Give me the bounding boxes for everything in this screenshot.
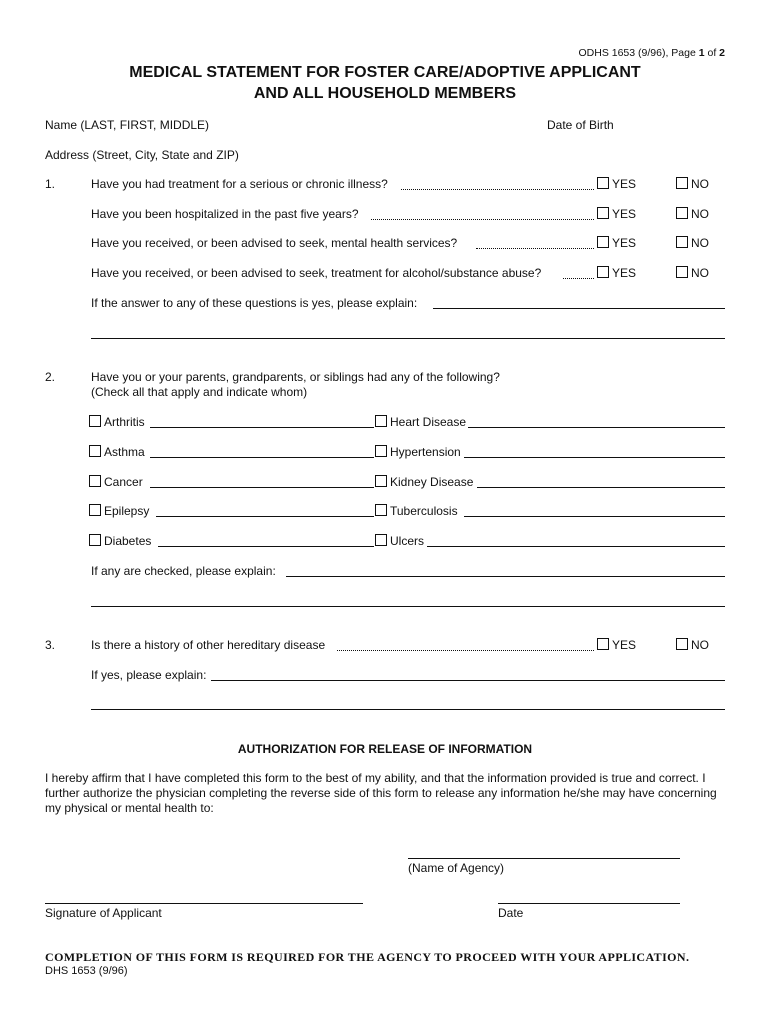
no-label: NO bbox=[691, 236, 709, 250]
cancer-whom-line[interactable] bbox=[150, 487, 374, 488]
arthritis-checkbox[interactable] bbox=[89, 415, 101, 427]
authorization-title: AUTHORIZATION FOR RELEASE OF INFORMATION bbox=[237, 742, 533, 756]
section1-explain-line-2[interactable] bbox=[91, 338, 725, 339]
completion-notice: COMPLETION OF THIS FORM IS REQUIRED FOR THE AGENCY TO PROCEED WITH YOUR APPLICATION. bbox=[45, 950, 690, 964]
section2-explain-label: If any are checked, please explain: bbox=[91, 564, 276, 578]
hypertension-whom-line[interactable] bbox=[464, 457, 725, 458]
condition-label: Cancer bbox=[104, 475, 143, 489]
no-checkbox-1b[interactable] bbox=[676, 207, 688, 219]
section2-question: Have you or your parents, grandparents, or siblings had any of the following? bbox=[91, 370, 500, 384]
condition-label: Heart Disease bbox=[390, 415, 467, 429]
tuberculosis-checkbox[interactable] bbox=[375, 504, 387, 516]
yes-label: YES bbox=[612, 177, 637, 191]
signature-line[interactable] bbox=[45, 903, 363, 904]
epilepsy-checkbox[interactable] bbox=[89, 504, 101, 516]
ulcers-checkbox[interactable] bbox=[375, 534, 387, 546]
diabetes-checkbox[interactable] bbox=[89, 534, 101, 546]
epilepsy-whom-line[interactable] bbox=[156, 516, 374, 517]
yes-checkbox-1b[interactable] bbox=[597, 207, 609, 219]
leader-dots bbox=[337, 650, 594, 651]
asthma-checkbox[interactable] bbox=[89, 445, 101, 457]
form-number: DHS 1653 (9/96) bbox=[45, 965, 128, 977]
leader-dots bbox=[476, 248, 594, 249]
yes-label: YES bbox=[612, 207, 637, 221]
section2-number: 2. bbox=[45, 370, 56, 384]
section1-explain-label: If the answer to any of these questions is yes, please explain: bbox=[91, 296, 418, 310]
kidney-disease-whom-line[interactable] bbox=[477, 487, 725, 488]
section2-instruction: (Check all that apply and indicate whom) bbox=[91, 385, 308, 399]
ulcers-whom-line[interactable] bbox=[427, 546, 725, 547]
page-number: 1 bbox=[698, 47, 705, 59]
kidney-disease-checkbox[interactable] bbox=[375, 475, 387, 487]
cancer-checkbox[interactable] bbox=[89, 475, 101, 487]
name-label: Name (LAST, FIRST, MIDDLE) bbox=[45, 118, 210, 132]
form-ref-prefix: ODHS 1653 (9/96), Page bbox=[578, 47, 699, 59]
condition-label: Epilepsy bbox=[104, 504, 150, 518]
yes-checkbox-3[interactable] bbox=[597, 638, 609, 650]
agency-label: (Name of Agency) bbox=[408, 861, 505, 875]
heart-disease-whom-line[interactable] bbox=[468, 427, 725, 428]
no-label: NO bbox=[691, 177, 709, 191]
section3-number: 3. bbox=[45, 638, 56, 652]
no-label: NO bbox=[691, 207, 709, 221]
authorization-text: I hereby affirm that I have completed this form to the best of my ability, and that the information provided is true and correct. I further authorize the physician completing the reverse side of this form to release any information he/she may have concerning my physical or mental health to: bbox=[45, 771, 717, 815]
no-label: NO bbox=[691, 266, 709, 280]
tuberculosis-whom-line[interactable] bbox=[464, 516, 725, 517]
arthritis-whom-line[interactable] bbox=[150, 427, 374, 428]
yes-label: YES bbox=[612, 266, 637, 280]
yes-label: YES bbox=[612, 236, 637, 250]
question-1d: Have you received, or been advised to seek, treatment for alcohol/substance abuse? bbox=[91, 266, 542, 280]
condition-label: Ulcers bbox=[390, 534, 425, 548]
leader-dots bbox=[563, 278, 594, 279]
no-checkbox-1a[interactable] bbox=[676, 177, 688, 189]
section2-explain-line-2[interactable] bbox=[91, 606, 725, 607]
heart-disease-checkbox[interactable] bbox=[375, 415, 387, 427]
question-1a: Have you had treatment for a serious or chronic illness? bbox=[91, 177, 388, 191]
question-1c: Have you received, or been advised to seek, mental health services? bbox=[91, 236, 458, 250]
question-1b: Have you been hospitalized in the past five years? bbox=[91, 207, 359, 221]
section1-explain-line[interactable] bbox=[433, 308, 725, 309]
yes-checkbox-1a[interactable] bbox=[597, 177, 609, 189]
condition-label: Tuberculosis bbox=[390, 504, 458, 518]
page-title-line2: AND ALL HOUSEHOLD MEMBERS bbox=[253, 85, 517, 102]
yes-checkbox-1c[interactable] bbox=[597, 236, 609, 248]
section3-explain-label: If yes, please explain: bbox=[91, 668, 207, 682]
condition-label: Arthritis bbox=[104, 415, 145, 429]
date-line[interactable] bbox=[498, 903, 680, 904]
leader-dots bbox=[371, 219, 594, 220]
signature-label: Signature of Applicant bbox=[45, 906, 162, 920]
condition-label: Diabetes bbox=[104, 534, 152, 548]
section1-number: 1. bbox=[45, 177, 56, 191]
leader-dots bbox=[401, 189, 594, 190]
no-checkbox-3[interactable] bbox=[676, 638, 688, 650]
dob-label: Date of Birth bbox=[547, 118, 614, 132]
form-ref-of: of bbox=[704, 47, 720, 59]
yes-label: YES bbox=[612, 638, 637, 652]
no-checkbox-1c[interactable] bbox=[676, 236, 688, 248]
agency-name-line[interactable] bbox=[408, 858, 680, 859]
condition-label: Hypertension bbox=[390, 445, 461, 459]
date-label: Date bbox=[498, 906, 524, 920]
form-reference bbox=[578, 47, 725, 59]
yes-checkbox-1d[interactable] bbox=[597, 266, 609, 278]
page-total: 2 bbox=[719, 47, 725, 59]
diabetes-whom-line[interactable] bbox=[158, 546, 374, 547]
condition-label: Asthma bbox=[104, 445, 145, 459]
section3-explain-line-2[interactable] bbox=[91, 709, 725, 710]
hypertension-checkbox[interactable] bbox=[375, 445, 387, 457]
address-label: Address (Street, City, State and ZIP) bbox=[45, 148, 239, 162]
section3-explain-line[interactable] bbox=[211, 680, 725, 681]
page-title-line1: MEDICAL STATEMENT FOR FOSTER CARE/ADOPTIVE APPLICANT bbox=[129, 64, 641, 81]
no-checkbox-1d[interactable] bbox=[676, 266, 688, 278]
no-label: NO bbox=[691, 638, 709, 652]
section3-question: Is there a history of other hereditary disease bbox=[91, 638, 326, 652]
condition-label: Kidney Disease bbox=[390, 475, 474, 489]
asthma-whom-line[interactable] bbox=[150, 457, 374, 458]
section2-explain-line[interactable] bbox=[286, 576, 725, 577]
